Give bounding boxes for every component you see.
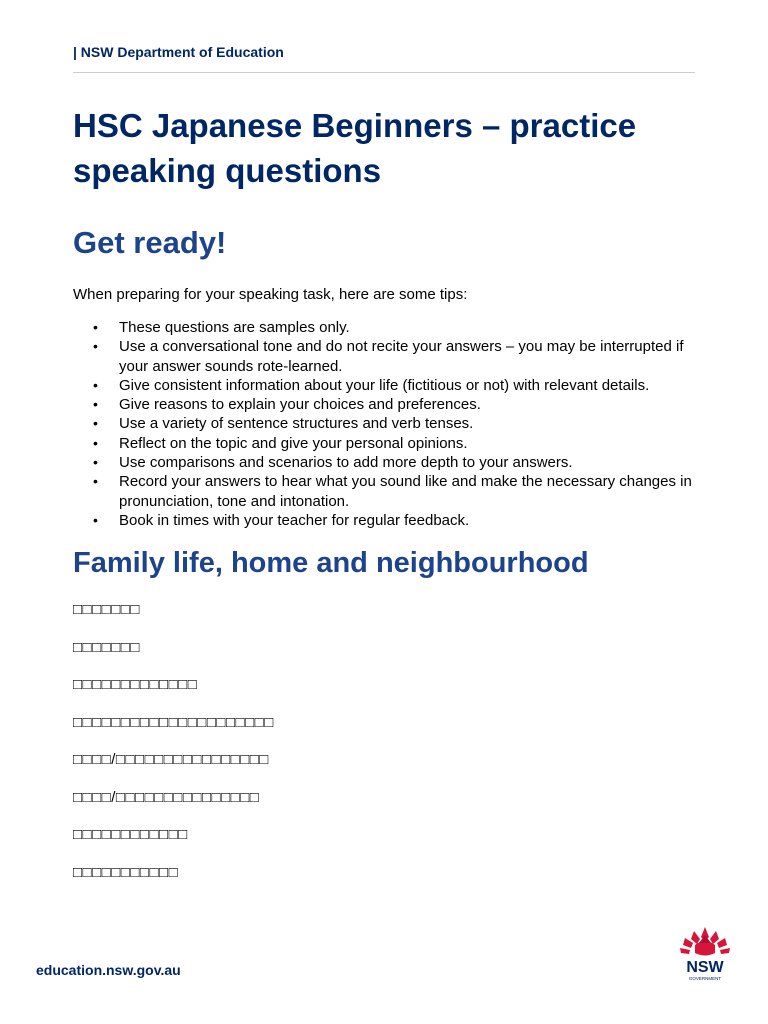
tip-text: These questions are samples only. — [119, 319, 350, 336]
question-item: □□□□□□□□□□□□ — [73, 826, 188, 843]
bullet-icon: • — [93, 473, 98, 490]
tip-item — [73, 414, 703, 433]
header-divider — [73, 72, 695, 73]
questions-list — [73, 600, 274, 900]
bullet-icon: • — [93, 415, 98, 432]
tip-text: Give reasons to explain your choices and preferences. — [119, 396, 481, 414]
tip-item — [73, 453, 703, 472]
question-item: □□□□□□□ — [73, 601, 140, 618]
tip-item — [73, 472, 703, 511]
tip-item — [73, 337, 703, 376]
tip-text: Use a variety of sentence structures and verb tenses. — [119, 415, 474, 433]
tip-text: Reflect on the topic and give your personal opinions. — [119, 434, 468, 452]
tips-intro: When preparing for your speaking task, here are some tips: — [73, 286, 468, 303]
tip-item — [73, 434, 703, 453]
bullet-icon: • — [93, 376, 98, 393]
logo-government-text: GOVERNMENT — [688, 976, 722, 981]
tip-text: Book in times with your teacher for regular feedback. — [119, 511, 470, 529]
tip-text: Give consistent information about your life (fictitious or not) with relevant details. — [119, 376, 650, 394]
tip-item — [73, 376, 703, 395]
section-heading-family: Family life, home and neighbourhood — [73, 547, 589, 579]
question-item: □□□□/□□□□□□□□□□□□□□□ — [73, 788, 260, 806]
bullet-icon: • — [93, 396, 98, 413]
nsw-government-logo — [675, 925, 735, 985]
waratah-icon — [680, 927, 730, 956]
question-item: □□□□□□□□□□□ — [73, 863, 179, 881]
bullet-icon: • — [93, 511, 98, 528]
tip-item — [73, 318, 703, 337]
question-item: □□□□□□□ — [73, 638, 140, 656]
tip-text: Use comparisons and scenarios to add more depth to your answers. — [119, 454, 573, 472]
department-header: | NSW Department of Education — [73, 44, 284, 60]
footer-website-link[interactable]: education.nsw.gov.au — [36, 962, 181, 978]
section-heading-get-ready: Get ready! — [73, 225, 227, 260]
question-item: □□□□□□□□□□□□□□□□□□□□□ — [73, 713, 274, 731]
tip-text: Record your answers to hear what you sound like and make the necessary changes in pronunciation, tone and intonation. — [119, 473, 692, 510]
tip-item — [73, 395, 703, 414]
tips-list — [73, 318, 703, 530]
bullet-icon: • — [93, 319, 98, 335]
bullet-icon: • — [93, 454, 98, 471]
tip-item — [73, 511, 703, 530]
question-item: □□□□□□□□□□□□□ — [73, 676, 198, 693]
page-title: HSC Japanese Beginners – practice speaking questions — [73, 107, 637, 189]
question-item: □□□□/□□□□□□□□□□□□□□□□ — [73, 751, 269, 768]
logo-nsw-text: NSW — [686, 959, 724, 976]
bullet-icon: • — [93, 338, 98, 355]
tip-text: Use a conversational tone and do not recite your answers – you may be interrupted if your answer sounds rote-learned. — [119, 338, 684, 375]
bullet-icon: • — [93, 434, 98, 451]
